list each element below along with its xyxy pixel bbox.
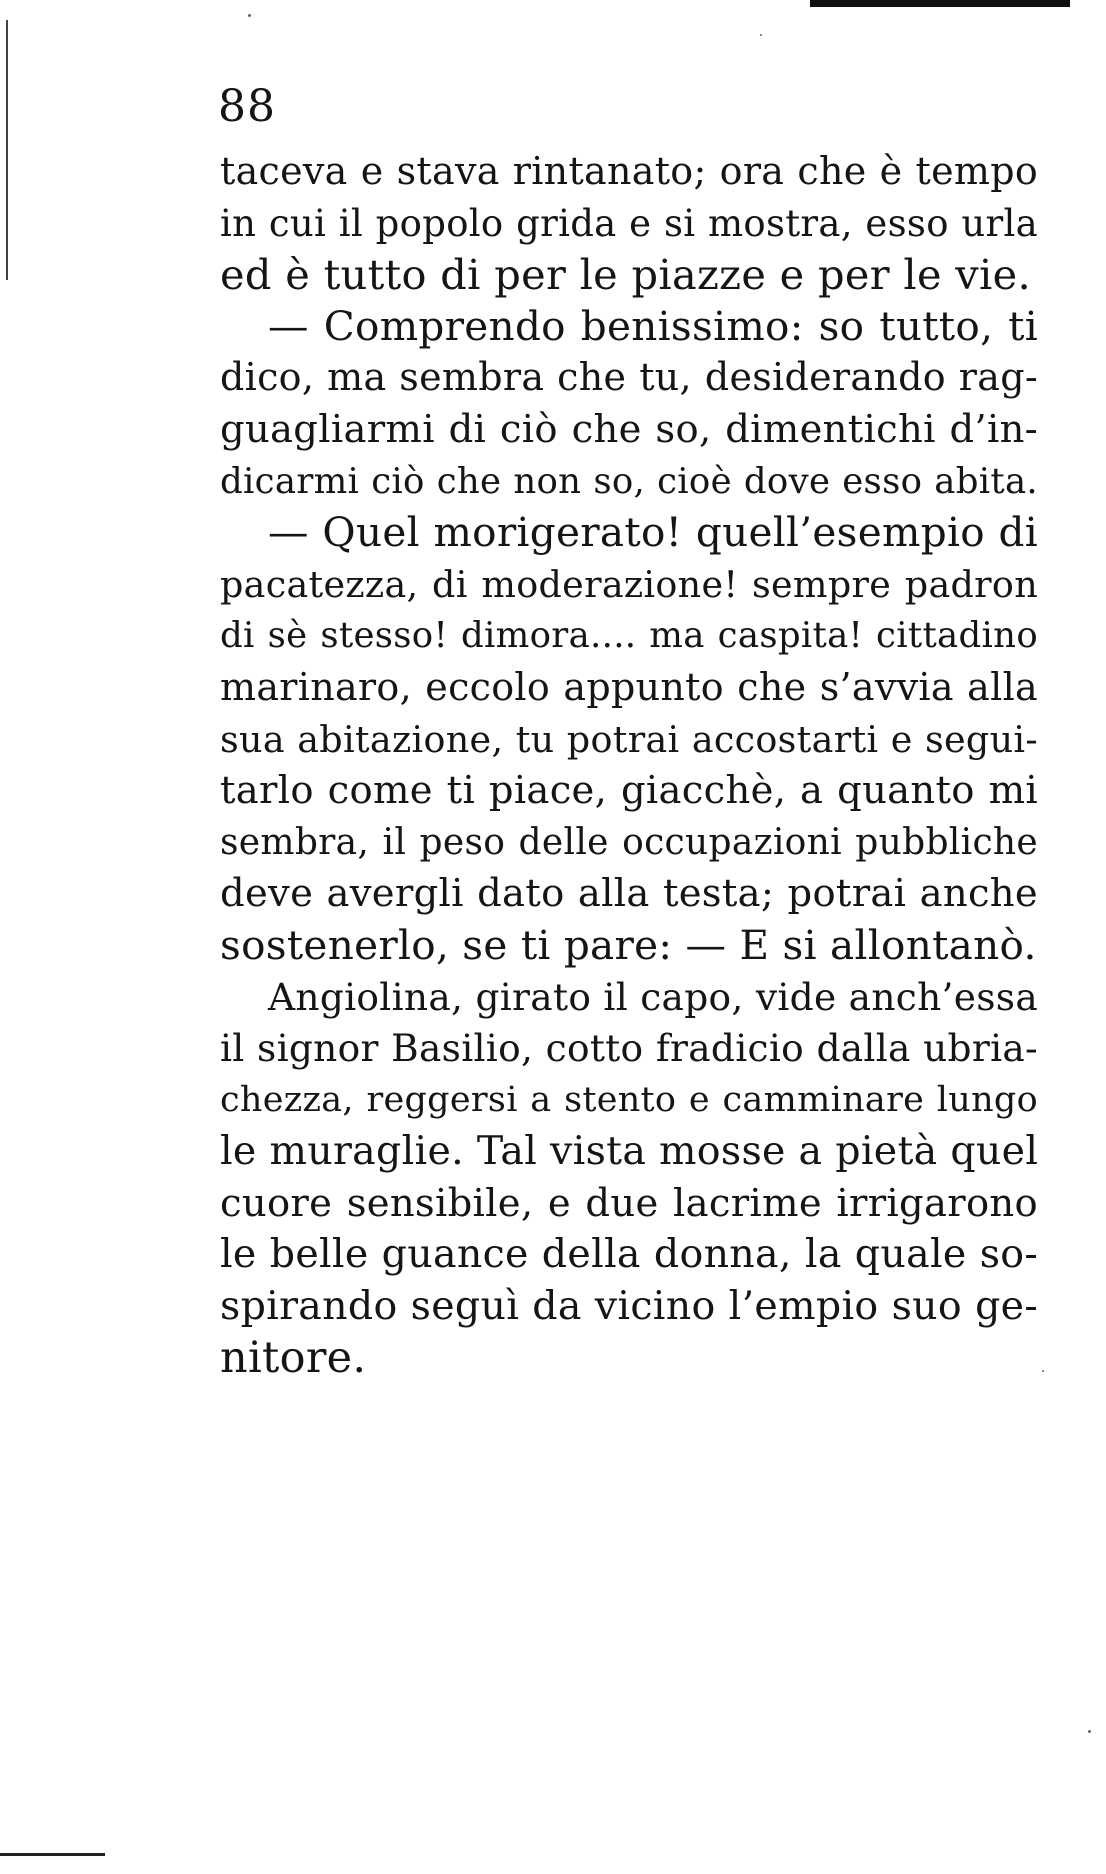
top-edge-rule bbox=[810, 0, 1070, 7]
text-line: dico, ma sembra che tu, desiderando rag- bbox=[220, 355, 1038, 400]
paper-speck bbox=[248, 14, 251, 17]
text-line: marinaro, eccolo appunto che s’avvia alla bbox=[220, 664, 1038, 709]
text-line: nitore. bbox=[220, 1332, 367, 1383]
text-line: taceva e stava rintanato; ora che è tempo bbox=[220, 149, 1038, 193]
page-number: 88 bbox=[218, 81, 276, 132]
text-line: chezza, reggersi a stento e camminare lungo bbox=[220, 1079, 1038, 1120]
text-line: tarlo come ti piace, giacchè, a quanto mi bbox=[220, 768, 1038, 814]
text-line: sua abitazione, tu potrai accostarti e segui- bbox=[220, 717, 1038, 761]
paper-speck bbox=[1042, 1370, 1044, 1372]
body-text bbox=[220, 146, 1038, 1384]
text-line: — Comprendo benissimo: so tutto, ti bbox=[268, 301, 1038, 350]
text-line: guagliarmi di ciò che so, dimentichi d’in- bbox=[220, 406, 1038, 452]
text-line: le belle guance della donna, la quale so- bbox=[220, 1231, 1038, 1278]
text-line: in cui il popolo grida e si mostra, esso urla bbox=[220, 201, 1038, 245]
text-line: cuore sensibile, e due lacrime irrigarono bbox=[220, 1180, 1038, 1226]
text-line: dicarmi ciò che non so, cioè dove esso abita. bbox=[220, 460, 1038, 502]
text-line: — Quel morigerato! quell’esempio di bbox=[268, 508, 1038, 557]
paper-speck bbox=[1088, 1730, 1091, 1733]
text-line: sostenerlo, se ti pare: — E si allontanò. bbox=[220, 920, 1037, 969]
text-line: spirando seguì da vicino l’empio suo ge- bbox=[220, 1283, 1038, 1330]
text-line: il signor Basilio, cotto fradicio dalla ubria- bbox=[220, 1026, 1038, 1071]
text-line: ed è tutto di per le piazze e per le vie. bbox=[220, 250, 1031, 300]
text-line: Angiolina, girato il capo, vide anch’essa bbox=[268, 974, 1038, 1019]
text-line: pacatezza, di moderazione! sempre padron bbox=[220, 562, 1038, 606]
text-line: le muraglie. Tal vista mosse a pietà quel bbox=[220, 1128, 1039, 1175]
bottom-edge-rule bbox=[0, 1853, 105, 1856]
text-line: sembra, il peso delle occupazioni pubbliche bbox=[220, 821, 1038, 863]
left-edge-mark bbox=[6, 20, 8, 280]
text-line: deve avergli dato alla testa; potrai anche bbox=[220, 871, 1038, 917]
text-line: di sè stesso! dimora.... ma caspita! cittadino bbox=[220, 615, 1038, 657]
paper-speck bbox=[760, 34, 762, 36]
